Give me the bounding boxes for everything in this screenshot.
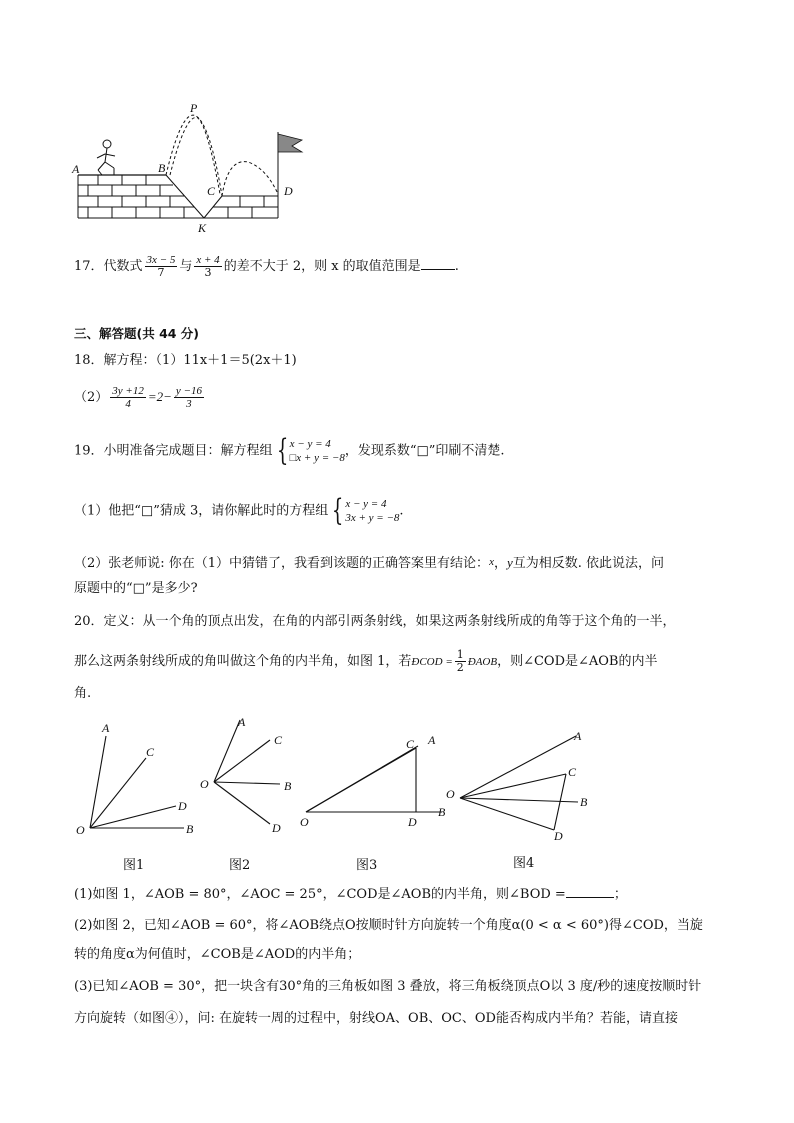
label-C: C: [207, 184, 216, 198]
question-20-sub2-line2: 转的角度α为何值时，∠COB是∠AOD的内半角；: [74, 947, 361, 962]
equation-system: x − y = 4 □x + y = −8: [289, 438, 345, 464]
svg-text:C: C: [274, 733, 283, 747]
figure-4: [442, 726, 592, 846]
svg-text:B: B: [438, 805, 446, 819]
svg-text:O: O: [76, 823, 85, 837]
answer-blank: [421, 257, 455, 270]
question-20-line1: 20．定义：从一个角的顶点出发，在角的内部引两条射线，如果这两条射线所成的角等于这个角的一半，: [74, 614, 676, 629]
figure-1: [72, 718, 202, 843]
svg-text:O: O: [446, 787, 455, 801]
label-D: D: [284, 184, 293, 198]
svg-text:D: D: [178, 799, 187, 813]
caption-figure-2: 图2: [229, 858, 251, 873]
fraction: $\frac{1}{2}$: [456, 648, 464, 674]
svg-text:A: A: [238, 715, 246, 729]
svg-text:O: O: [300, 815, 309, 828]
figure-3: [296, 728, 456, 828]
question-19-part2: （2）张老师说: 你在（1）中猜错了，我看到该题的正确答案里有结论：x，y互为相反数. 依此说法，问: [74, 555, 665, 571]
question-17: 17．代数式 $\frac{3x - 5}{7}$ 与 $\frac{x + 4}{3}$ 的差不大于 2，则 x 的取值范围是 .: [74, 254, 459, 279]
question-18-part2: （2） $\frac{3y +12}{4}$ =2− $\frac{y -16}{3}$: [74, 385, 202, 410]
jump-figure: [70, 98, 310, 236]
brace: {: [276, 433, 288, 468]
svg-text:A: A: [102, 721, 110, 735]
answer-blank: [566, 885, 614, 898]
svg-text:D: D: [554, 829, 563, 843]
fraction: $\frac{y -16}{3}$: [175, 385, 202, 410]
question-20-sub3-line1: (3)已知∠AOB = 30°，把一块含有30°角的三角板如图 3 叠放，将三角板绕顶点O以 3 度/秒的速度按顺时针: [74, 979, 702, 994]
question-19-intro: 19．小明准备完成题目：解方程组 { x − y = 4 □x + y = −8，发现系数“□”印刷不清楚.: [74, 433, 505, 468]
brace: {: [332, 493, 344, 528]
question-20-sub1: (1)如图 1，∠AOB = 80°，∠AOC = 25°，∠COD是∠AOB的内半角，则∠BOD = ；: [74, 887, 627, 902]
svg-text:O: O: [200, 777, 209, 791]
svg-text:B: B: [580, 795, 588, 809]
caption-figure-4: 图4: [513, 856, 535, 871]
question-20-sub2-line1: (2)如图 2，已知∠AOB = 60°，将∠AOB绕点O按顺时针方向旋转一个角度α(0 < α < 60°)得∠COD，当旋: [74, 918, 703, 933]
section-title: 三、解答题(共 44 分): [74, 326, 200, 341]
svg-text:C: C: [406, 737, 415, 751]
svg-text:A: A: [428, 733, 436, 747]
question-19-part2-line2: 原题中的“□”是多少?: [74, 581, 198, 596]
fraction: $\frac{3x - 5}{7}$: [146, 254, 176, 279]
svg-text:D: D: [272, 821, 281, 835]
svg-text:B: B: [186, 822, 194, 836]
svg-text:A: A: [574, 729, 582, 743]
caption-figure-1: 图1: [123, 858, 145, 873]
label-P: P: [190, 101, 198, 115]
fraction: $\frac{3y +12}{4}$: [112, 385, 144, 410]
question-18-part1: 18．解方程：（1）11x＋1＝5(2x＋1): [74, 353, 297, 368]
label-B: B: [158, 161, 166, 175]
figure-2: [196, 712, 306, 837]
svg-text:C: C: [568, 765, 577, 779]
label-K: K: [198, 221, 207, 235]
svg-text:C: C: [146, 745, 155, 759]
question-20-line2: 那么这两条射线所成的角叫做这个角的内半角，如图 1，若ÐCOD = $\frac{1}{2}$ ÐAOB，则∠COD是∠AOB的内半: [74, 648, 658, 674]
equation-system: x − y = 4 3x + y = −8: [345, 498, 400, 524]
label-A: A: [72, 162, 80, 176]
svg-text:B: B: [284, 779, 292, 793]
fraction: $\frac{x + 4}{3}$: [196, 254, 220, 279]
question-20-line3: 角.: [74, 686, 92, 701]
svg-text:D: D: [408, 815, 417, 828]
question-19-part1: （1）他把“□”猜成 3，请你解此时的方程组 { x − y = 4 3x + y = −8.: [74, 493, 404, 528]
caption-figure-3: 图3: [356, 858, 378, 873]
question-20-sub3-line2: 方向旋转（如图④），问: 在旋转一周的过程中，射线OA、OB、OC、OD能否构成内半角？若能，请直接: [74, 1011, 678, 1026]
